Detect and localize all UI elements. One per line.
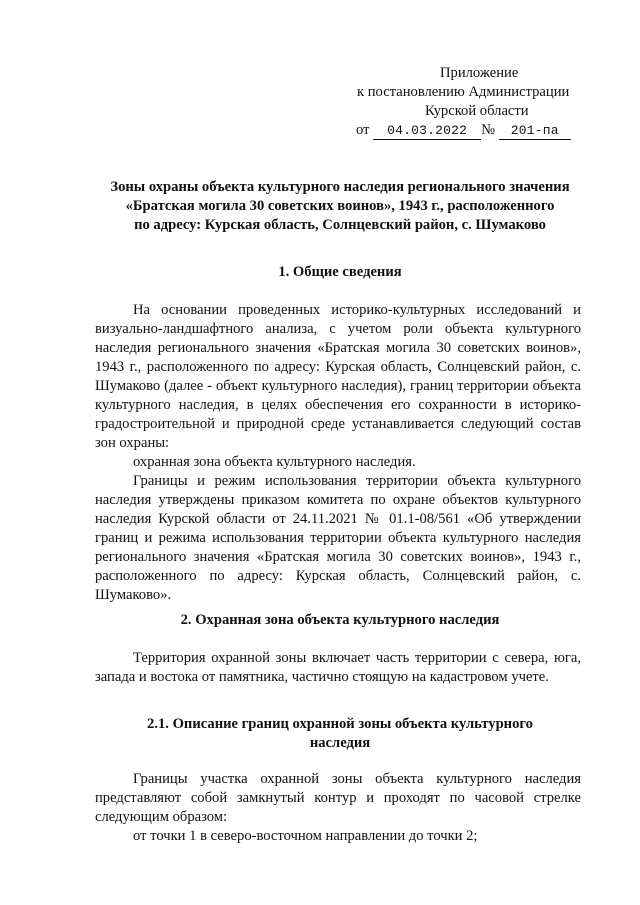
- section-1-heading: 1. Общие сведения: [278, 264, 402, 280]
- decree-number: 201-па: [499, 123, 571, 140]
- number-label: №: [481, 122, 496, 138]
- title-line-3: по адресу: Курская область, Солнцевский район, с. Шумаково: [134, 217, 546, 233]
- appendix-decree-ref: к постановлению Администрации: [357, 84, 570, 100]
- from-label: от: [356, 122, 370, 138]
- section-2-1-paragraph-2: от точки 1 в северо-восточном направлении до точки 2;: [133, 828, 478, 844]
- section-2-1-heading-line-1: 2.1. Описание границ охранной зоны объекта культурного: [147, 716, 533, 732]
- section-2-1-heading: [80, 715, 600, 753]
- appendix-title: Приложение: [440, 65, 519, 81]
- section-1-paragraph-2: охранная зона объекта культурного наследия.: [133, 454, 416, 470]
- appendix-block: [340, 64, 600, 140]
- title-line-2: «Братская могила 30 советских воинов», 1943 г., расположенного: [125, 198, 555, 214]
- appendix-region: Курской области: [425, 103, 529, 119]
- section-1-paragraph-3: Границы и режим использования территории объекта культурного наследия утверждены приказом комитета по охране объектов культурного наследия Курской области от 24.11.2021 № 01.1-08/561 «Об утверждении границ и режима использования территории объекта культурного наследия регионального значения «Братская могила 30 советских воинов», 1943 г., расположенного по адресу: Курская область, Солнцевский район, с. Шумаково».: [95, 473, 581, 603]
- section-2-1-body: [95, 770, 581, 846]
- section-1-body: [95, 301, 581, 605]
- title-line-1: Зоны охраны объекта культурного наследия регионального значения: [110, 179, 570, 195]
- section-2-1-heading-line-2: наследия: [309, 735, 371, 751]
- section-2-body: [95, 649, 581, 687]
- section-2-1-paragraph-1: Границы участка охранной зоны объекта культурного наследия представляют собой замкнутый контур и проходят по часовой стрелке следующим образом:: [95, 771, 581, 825]
- section-1-paragraph-1: На основании проведенных историко-культурных исследований и визуально-ландшафтного анализа, с учетом роли объекта культурного наследия регионального значения «Братская могила 30 советских воинов», 1943 г., расположенного по адресу: Курская область, Солнцевский район, с. Шумаково (далее - объект культурного наследия), границ территории объекта культурного наследия, в целях обеспечения его сохранности в историко-градостроительной и природной среде устанавливается следующий состав зон охраны:: [95, 302, 581, 451]
- appendix-date-number-line: [340, 121, 600, 140]
- section-2-heading: 2. Охранная зона объекта культурного наследия: [180, 612, 500, 628]
- document-title: [80, 178, 600, 235]
- decree-date: 04.03.2022: [373, 123, 481, 140]
- section-2-paragraph-1: Территория охранной зоны включает часть территории с севера, юга, запада и востока от памятника, частично стоящую на кадастровом учете.: [95, 650, 581, 685]
